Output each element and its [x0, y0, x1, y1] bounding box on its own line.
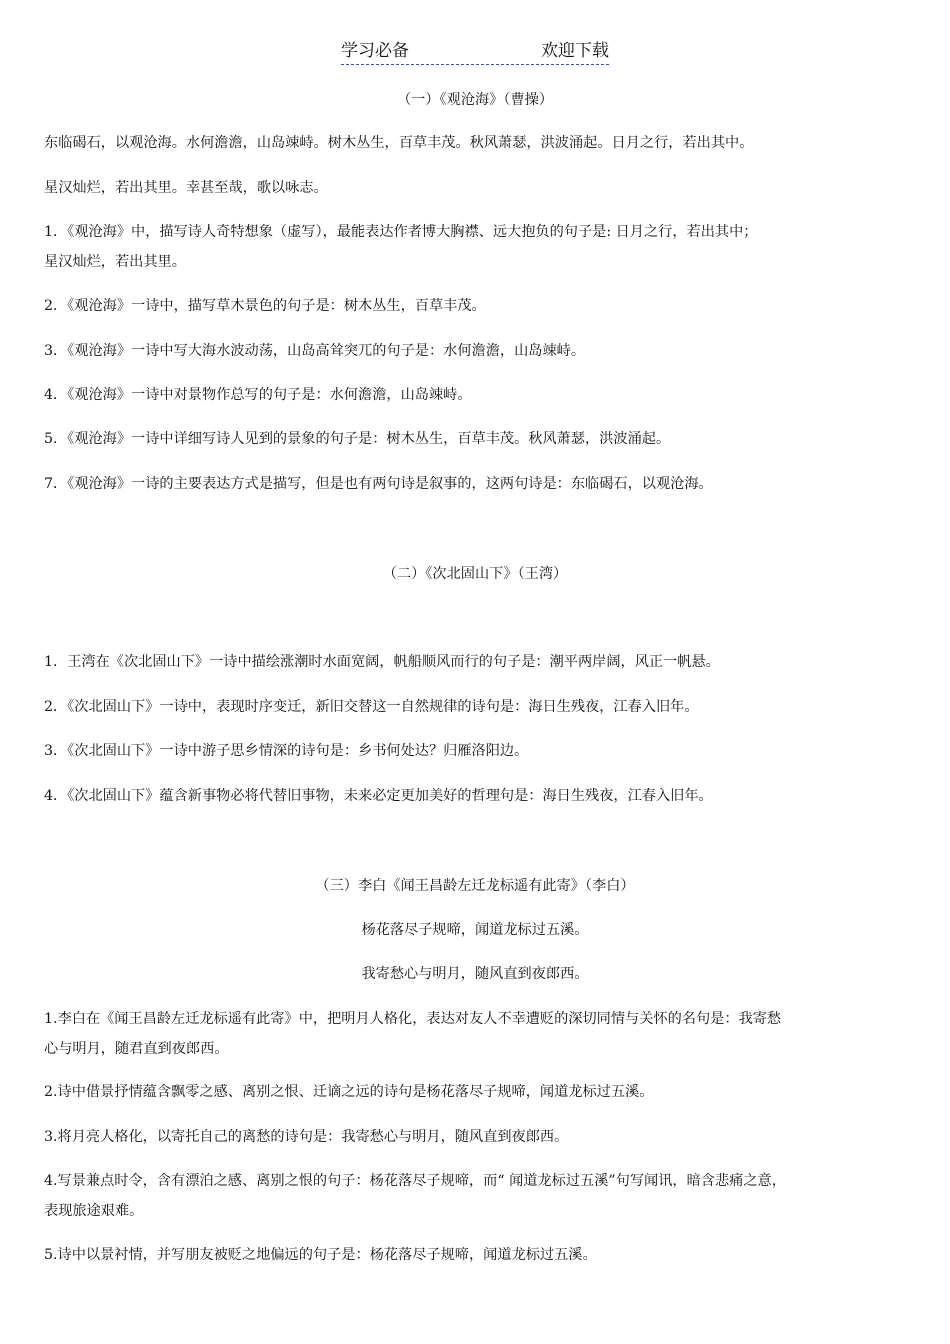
question-item: 7．《观沧海》一诗的主要表达方式是描写，但是也有两句诗是叙事的，这两句诗是：东临碣石，以观沧海。	[44, 476, 713, 492]
question-item: 3．《次北固山下》一诗中游子思乡情深的诗句是：乡书何处达？归雁洛阳边。	[44, 743, 529, 759]
page-header	[341, 38, 609, 65]
section-3-title: （三）李白《闻王昌龄左迁龙标遥有此寄》（李白）	[315, 878, 635, 894]
question-item: 3.将月亮人格化，以寄托自己的离愁的诗句是：我寄愁心与明月，随风直到夜郎西。	[44, 1129, 569, 1145]
question-item: 4．《次北固山下》蕴含新事物必将代替旧事物，未来必定更加美好的哲理句是：海日生残夜，江春入旧年。	[44, 788, 713, 804]
question-item: 3．《观沧海》一诗中写大海水波动荡，山岛高耸突兀的句子是：水何澹澹，山岛竦峙。	[44, 343, 586, 359]
poem-line: 我寄愁心与明月，随风直到夜郎西。	[361, 966, 589, 982]
poem-line: 东临碣石，以观沧海。水何澹澹，山岛竦峙。树木丛生，百草丰茂。秋风萧瑟，洪波涌起。日月之行，若出其中。	[44, 135, 754, 151]
poem-line: 杨花落尽子规啼，闻道龙标过五溪。	[361, 922, 589, 938]
header-right-text: 欢迎下载	[541, 41, 609, 61]
question-item: 2.诗中借景抒情蕴含飘零之感、离别之恨、迁谪之远的诗句是杨花落尽子规啼，闻道龙标过五溪。	[44, 1084, 654, 1100]
question-item: 1．王湾在《次北固山下》一诗中描绘涨潮时水面宽阔，帆船顺风而行的句子是：潮平两岸阔，风正一帆悬。	[44, 654, 720, 670]
question-item: 2．《观沧海》一诗中，描写草木景色的句子是：树木丛生，百草丰茂。	[44, 298, 486, 314]
header-left-text: 学习必备	[341, 41, 409, 61]
question-item: 2．《次北固山下》一诗中，表现时序变迁，新旧交替这一自然规律的诗句是：海日生残夜，江春入旧年。	[44, 699, 699, 715]
section-2-title: （二）《次北固山下》（王湾）	[382, 566, 568, 582]
question-item: 1．《观沧海》中，描写诗人奇特想象（虚写），最能表达作者博大胸襟、远大抱负的句子是: 日月之行，若出其中；	[44, 224, 758, 240]
question-item: 5．《观沧海》一诗中详细写诗人见到的景象的句子是：树木丛生，百草丰茂。秋风萧瑟，洪波涌起。	[44, 431, 671, 447]
section-1-title: （一）《观沧海》（曹操）	[396, 92, 554, 108]
question-item: 5.诗中以景衬情，并写朋友被贬之地偏远的句子是：杨花落尽子规啼，闻道龙标过五溪。	[44, 1247, 597, 1263]
question-item-continued: 表现旅途艰难。	[44, 1203, 144, 1219]
question-item: 1.李白在《闻王昌龄左迁龙标遥有此寄》中，把明月人格化，表达对友人不幸遭贬的深切同情与关怀的名句是：我寄愁	[44, 1011, 782, 1027]
question-item: 4.写景兼点时令，含有漂泊之感、离别之恨的句子：杨花落尽子规啼，而“ 闻道龙标过五溪”句写闻讯，暗含悲痛之意，	[44, 1173, 786, 1189]
question-item-continued: 星汉灿烂，若出其里。	[44, 254, 186, 270]
question-item-continued: 心与明月，随君直到夜郎西。	[44, 1041, 229, 1057]
poem-line: 星汉灿烂，若出其里。幸甚至哉，歌以咏志。	[44, 180, 328, 196]
question-item: 4．《观沧海》一诗中对景物作总写的句子是：水何澹澹，山岛竦峙。	[44, 387, 472, 403]
